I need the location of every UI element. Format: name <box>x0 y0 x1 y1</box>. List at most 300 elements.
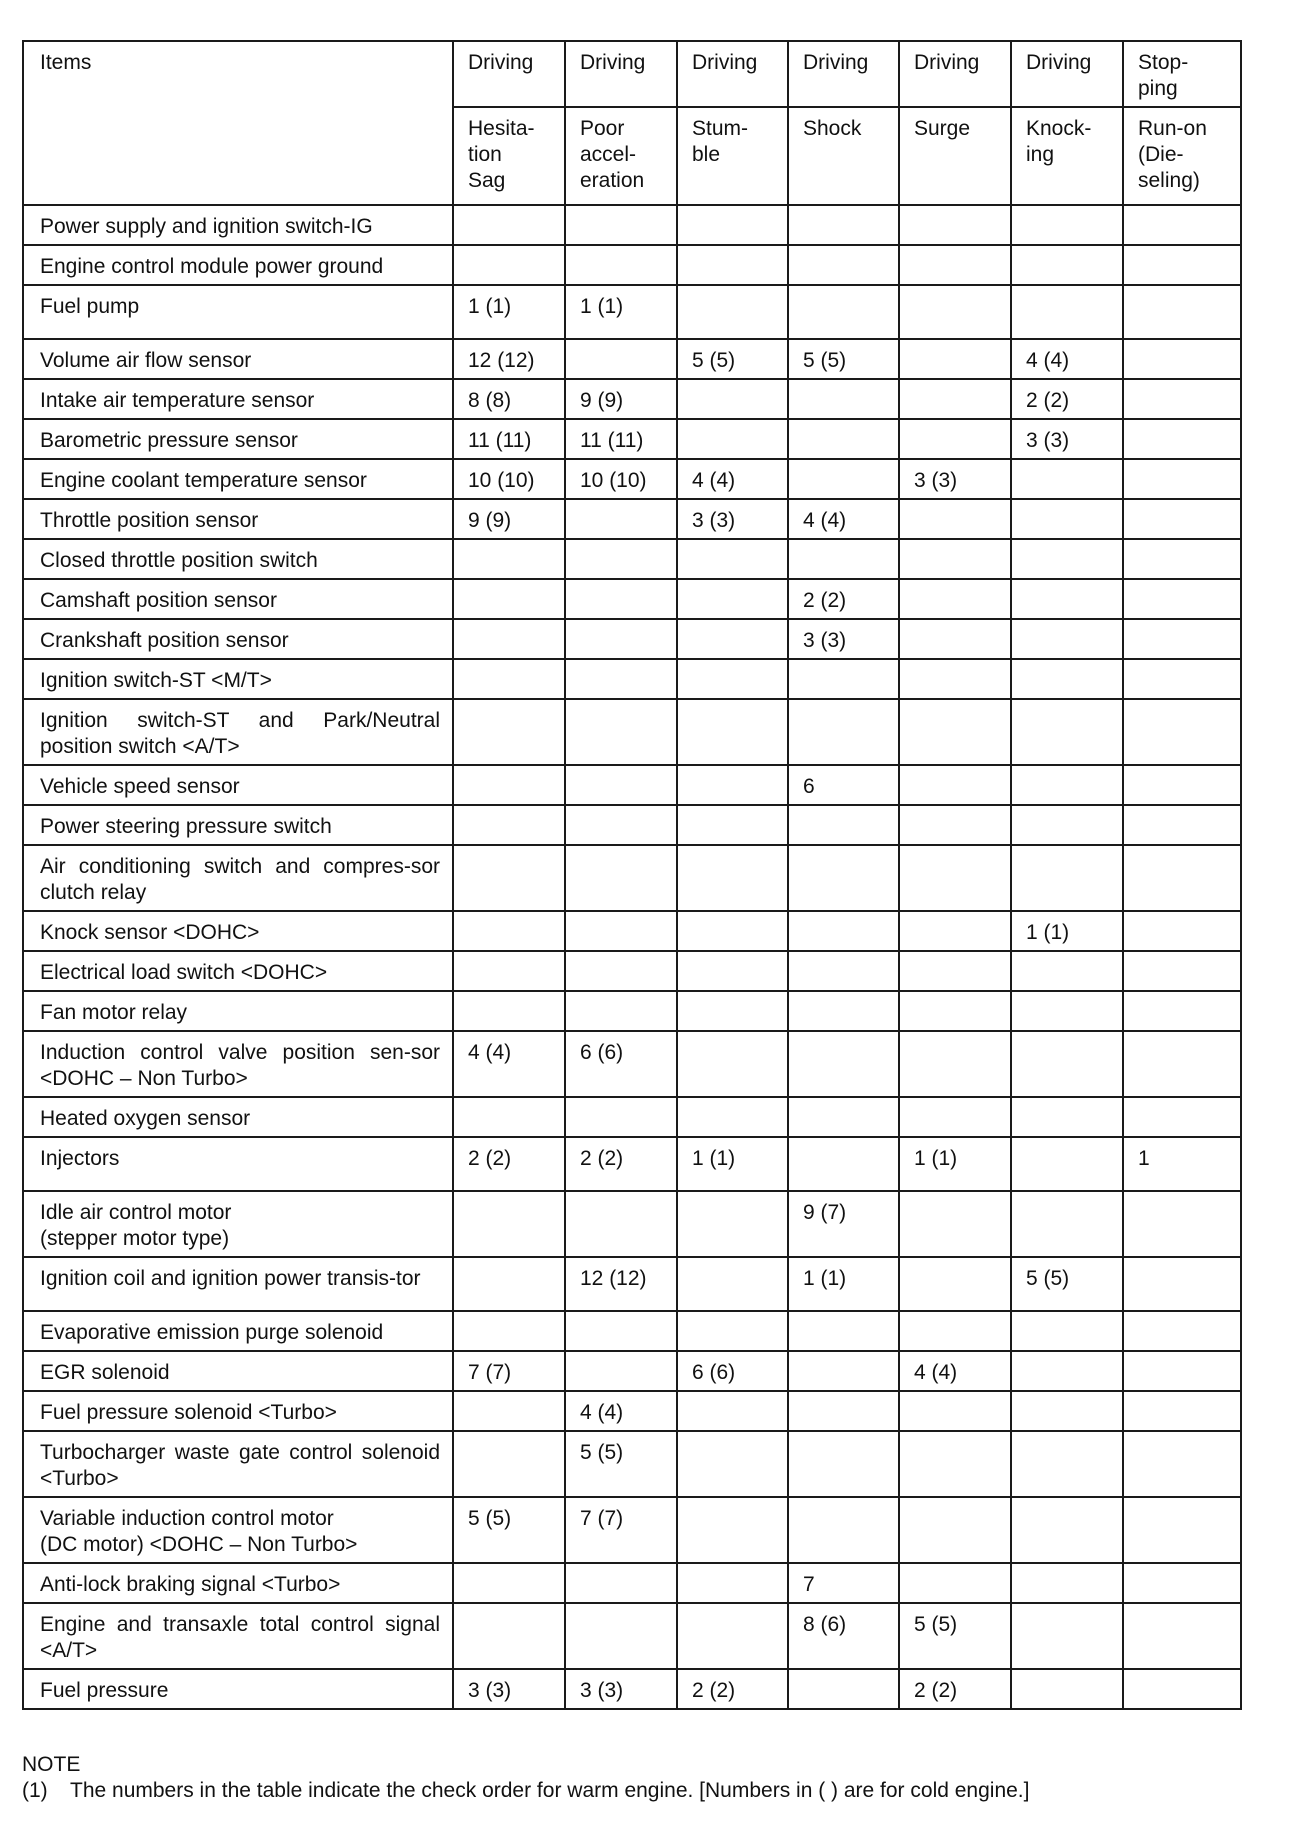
item-name-cell: Power steering pressure switch <box>23 805 453 845</box>
check-order-cell <box>565 991 677 1031</box>
check-order-cell <box>453 245 565 285</box>
item-name-cell: Volume air flow sensor <box>23 339 453 379</box>
check-order-cell <box>1011 1497 1123 1563</box>
check-order-cell <box>565 539 677 579</box>
check-order-cell <box>565 911 677 951</box>
check-order-cell <box>1123 1391 1241 1431</box>
check-order-cell <box>565 1603 677 1669</box>
check-order-cell <box>1123 991 1241 1031</box>
column-symptom-header: Shock <box>788 107 899 205</box>
check-order-cell <box>899 339 1011 379</box>
note-line <box>22 1778 1029 1804</box>
check-order-cell <box>899 205 1011 245</box>
check-order-cell <box>1011 699 1123 765</box>
check-order-cell <box>1011 765 1123 805</box>
item-name-cell: EGR solenoid <box>23 1351 453 1391</box>
check-order-cell: 1 (1) <box>899 1137 1011 1191</box>
check-order-cell: 5 (5) <box>899 1603 1011 1669</box>
check-order-cell <box>453 1603 565 1669</box>
table-row <box>23 1351 1241 1391</box>
check-order-cell <box>1011 1311 1123 1351</box>
table-row <box>23 1497 1241 1563</box>
check-order-cell <box>788 659 899 699</box>
check-order-cell: 12 (12) <box>453 339 565 379</box>
table-row <box>23 1391 1241 1431</box>
check-order-cell <box>677 1191 788 1257</box>
check-order-cell <box>565 805 677 845</box>
check-order-cell: 4 (4) <box>453 1031 565 1097</box>
check-order-cell <box>788 1391 899 1431</box>
check-order-cell <box>677 579 788 619</box>
check-order-cell <box>565 499 677 539</box>
note-title: NOTE <box>22 1753 81 1776</box>
check-order-cell <box>565 765 677 805</box>
item-name-cell: Throttle position sensor <box>23 499 453 539</box>
check-order-cell <box>453 1563 565 1603</box>
item-name-cell: Ignition switch-ST and Park/Neutral position switch <A/T> <box>23 699 453 765</box>
column-symptom-header: Knock- ing <box>1011 107 1123 205</box>
check-order-cell <box>677 805 788 845</box>
check-order-cell <box>677 419 788 459</box>
table-row <box>23 991 1241 1031</box>
check-order-cell <box>677 951 788 991</box>
item-name-cell: Engine control module power ground <box>23 245 453 285</box>
check-order-cell <box>1123 459 1241 499</box>
check-order-cell <box>788 805 899 845</box>
check-order-cell: 8 (8) <box>453 379 565 419</box>
check-order-cell <box>788 1431 899 1497</box>
table-row <box>23 1603 1241 1669</box>
check-order-cell <box>565 245 677 285</box>
check-order-cell <box>899 619 1011 659</box>
check-order-cell <box>1123 1669 1241 1709</box>
check-order-cell <box>677 539 788 579</box>
check-order-cell <box>565 1191 677 1257</box>
check-order-cell <box>677 699 788 765</box>
check-order-cell <box>1123 499 1241 539</box>
check-order-cell <box>1011 539 1123 579</box>
check-order-cell: 9 (9) <box>453 499 565 539</box>
check-order-cell: 3 (3) <box>1011 419 1123 459</box>
check-order-cell <box>899 1191 1011 1257</box>
check-order-cell <box>1011 1563 1123 1603</box>
column-category-header: Driving <box>453 41 565 107</box>
check-order-cell <box>565 1311 677 1351</box>
check-order-cell <box>453 1431 565 1497</box>
table-row <box>23 419 1241 459</box>
check-order-cell <box>453 205 565 245</box>
check-order-cell <box>453 911 565 951</box>
note-section <box>22 1752 1029 1804</box>
check-order-cell <box>1123 539 1241 579</box>
table-row <box>23 499 1241 539</box>
check-order-cell <box>677 1257 788 1311</box>
table-row <box>23 205 1241 245</box>
check-order-cell <box>1123 699 1241 765</box>
check-order-cell: 5 (5) <box>565 1431 677 1497</box>
check-order-cell: 4 (4) <box>565 1391 677 1431</box>
check-order-cell <box>1123 1191 1241 1257</box>
check-order-cell: 2 (2) <box>677 1669 788 1709</box>
check-order-cell <box>788 1351 899 1391</box>
check-order-cell <box>565 1097 677 1137</box>
check-order-cell <box>788 1137 899 1191</box>
check-order-cell <box>788 459 899 499</box>
column-category-header: Driving <box>788 41 899 107</box>
table-row <box>23 951 1241 991</box>
check-order-cell <box>899 1497 1011 1563</box>
check-order-cell <box>453 1311 565 1351</box>
column-category-header: Driving <box>1011 41 1123 107</box>
column-symptom-header: Surge <box>899 107 1011 205</box>
check-order-cell: 1 (1) <box>453 285 565 339</box>
check-order-cell <box>565 1563 677 1603</box>
check-order-cell <box>1123 619 1241 659</box>
column-category-header: Stop- ping <box>1123 41 1241 107</box>
column-symptom-header: Hesita- tion Sag <box>453 107 565 205</box>
check-order-cell: 3 (3) <box>565 1669 677 1709</box>
check-order-cell: 4 (4) <box>899 1351 1011 1391</box>
item-name-cell: Variable induction control motor (DC motor) <DOHC – Non Turbo> <box>23 1497 453 1563</box>
check-order-cell <box>453 805 565 845</box>
table-row <box>23 1031 1241 1097</box>
check-order-cell <box>1123 579 1241 619</box>
check-order-cell <box>788 911 899 951</box>
check-order-cell <box>899 419 1011 459</box>
check-order-cell <box>677 1097 788 1137</box>
column-category-header: Driving <box>677 41 788 107</box>
item-name-cell: Barometric pressure sensor <box>23 419 453 459</box>
check-order-cell <box>788 285 899 339</box>
check-order-cell <box>899 991 1011 1031</box>
note-number: (1) <box>22 1779 48 1802</box>
check-order-cell <box>899 765 1011 805</box>
check-order-cell <box>788 1497 899 1563</box>
check-order-cell <box>1011 459 1123 499</box>
table-row <box>23 539 1241 579</box>
table-row <box>23 579 1241 619</box>
check-order-cell: 5 (5) <box>453 1497 565 1563</box>
check-order-cell: 12 (12) <box>565 1257 677 1311</box>
check-order-cell <box>677 619 788 659</box>
check-order-cell <box>453 659 565 699</box>
item-name-cell: Air conditioning switch and compres-sor clutch relay <box>23 845 453 911</box>
item-name-cell: Turbocharger waste gate control solenoid <Turbo> <box>23 1431 453 1497</box>
check-order-cell <box>1123 1097 1241 1137</box>
check-order-cell <box>1011 285 1123 339</box>
check-order-cell <box>1123 1603 1241 1669</box>
check-order-cell <box>453 1191 565 1257</box>
check-order-cell <box>565 205 677 245</box>
check-order-cell <box>1011 1603 1123 1669</box>
check-order-cell <box>453 619 565 659</box>
check-order-cell <box>788 1669 899 1709</box>
check-order-cell <box>565 659 677 699</box>
check-order-cell <box>677 1431 788 1497</box>
table-row <box>23 1137 1241 1191</box>
check-order-cell <box>899 805 1011 845</box>
check-order-cell: 10 (10) <box>453 459 565 499</box>
column-symptom-header: Stum- ble <box>677 107 788 205</box>
check-order-cell <box>1011 845 1123 911</box>
check-order-cell <box>899 659 1011 699</box>
check-order-cell <box>1123 911 1241 951</box>
item-name-cell: Camshaft position sensor <box>23 579 453 619</box>
check-order-cell <box>1011 1391 1123 1431</box>
check-order-cell <box>677 1031 788 1097</box>
check-order-cell <box>565 619 677 659</box>
check-order-cell <box>677 845 788 911</box>
check-order-cell <box>899 1431 1011 1497</box>
check-order-cell <box>1123 951 1241 991</box>
check-order-cell <box>899 499 1011 539</box>
check-order-cell <box>899 845 1011 911</box>
check-order-cell <box>677 991 788 1031</box>
check-order-cell <box>677 245 788 285</box>
item-name-cell: Anti-lock braking signal <Turbo> <box>23 1563 453 1603</box>
check-order-cell <box>565 845 677 911</box>
check-order-cell <box>1123 1431 1241 1497</box>
check-order-cell <box>899 951 1011 991</box>
item-name-cell: Ignition coil and ignition power transis-tor <box>23 1257 453 1311</box>
check-order-cell <box>1011 1351 1123 1391</box>
check-order-cell <box>788 1031 899 1097</box>
check-order-cell <box>677 285 788 339</box>
check-order-cell: 4 (4) <box>788 499 899 539</box>
check-order-cell <box>1011 1669 1123 1709</box>
item-name-cell: Ignition switch-ST <M/T> <box>23 659 453 699</box>
check-order-cell <box>1011 951 1123 991</box>
check-order-cell <box>1123 1311 1241 1351</box>
check-order-cell <box>565 339 677 379</box>
check-order-cell: 9 (7) <box>788 1191 899 1257</box>
table-row <box>23 379 1241 419</box>
check-order-cell <box>788 951 899 991</box>
check-order-cell <box>788 1311 899 1351</box>
check-order-cell <box>1011 245 1123 285</box>
check-order-cell <box>788 845 899 911</box>
check-order-cell <box>899 1257 1011 1311</box>
check-order-cell <box>899 1311 1011 1351</box>
check-order-cell <box>565 1351 677 1391</box>
check-order-cell <box>788 991 899 1031</box>
check-order-cell <box>1123 845 1241 911</box>
check-order-cell <box>788 245 899 285</box>
check-order-cell: 3 (3) <box>788 619 899 659</box>
item-name-cell: Idle air control motor (stepper motor type) <box>23 1191 453 1257</box>
check-order-cell <box>899 539 1011 579</box>
item-name-cell: Heated oxygen sensor <box>23 1097 453 1137</box>
check-order-cell: 2 (2) <box>788 579 899 619</box>
check-order-cell <box>453 1257 565 1311</box>
check-order-cell <box>677 659 788 699</box>
column-symptom-header: Run-on (Die- seling) <box>1123 107 1241 205</box>
check-order-cell: 2 (2) <box>899 1669 1011 1709</box>
check-order-cell <box>1123 205 1241 245</box>
table-row <box>23 1191 1241 1257</box>
item-name-cell: Injectors <box>23 1137 453 1191</box>
check-order-cell <box>1123 245 1241 285</box>
check-order-cell <box>677 1391 788 1431</box>
check-order-cell: 10 (10) <box>565 459 677 499</box>
check-order-cell <box>899 1097 1011 1137</box>
header-row-category <box>23 41 1241 107</box>
check-order-cell <box>677 1603 788 1669</box>
check-order-cell <box>899 911 1011 951</box>
table-row <box>23 1311 1241 1351</box>
check-order-cell <box>1011 991 1123 1031</box>
check-order-cell <box>1123 659 1241 699</box>
check-order-cell <box>1011 1097 1123 1137</box>
item-name-cell: Electrical load switch <DOHC> <box>23 951 453 991</box>
check-order-cell <box>899 1563 1011 1603</box>
check-order-cell: 4 (4) <box>677 459 788 499</box>
check-order-cell <box>1011 205 1123 245</box>
item-name-cell: Fuel pump <box>23 285 453 339</box>
check-order-cell <box>1011 1191 1123 1257</box>
table-row <box>23 845 1241 911</box>
check-order-table <box>22 40 1242 1710</box>
check-order-cell <box>1123 1351 1241 1391</box>
check-order-cell <box>1011 659 1123 699</box>
check-order-cell <box>677 1497 788 1563</box>
check-order-cell <box>453 951 565 991</box>
check-order-cell: 1 (1) <box>1011 911 1123 951</box>
check-order-cell <box>1011 579 1123 619</box>
table-row <box>23 459 1241 499</box>
check-order-cell <box>565 579 677 619</box>
table-row <box>23 285 1241 339</box>
check-order-cell: 3 (3) <box>899 459 1011 499</box>
check-order-cell: 3 (3) <box>453 1669 565 1709</box>
check-order-cell <box>565 699 677 765</box>
check-order-cell <box>1123 339 1241 379</box>
column-category-header: Driving <box>899 41 1011 107</box>
table-row <box>23 699 1241 765</box>
check-order-cell <box>1123 765 1241 805</box>
item-name-cell: Power supply and ignition switch-IG <box>23 205 453 245</box>
check-order-cell <box>788 699 899 765</box>
check-order-cell <box>677 1311 788 1351</box>
table-body <box>23 41 1241 1709</box>
check-order-cell <box>453 1391 565 1431</box>
check-order-cell <box>899 379 1011 419</box>
check-order-cell: 11 (11) <box>453 419 565 459</box>
check-order-cell: 8 (6) <box>788 1603 899 1669</box>
column-category-header: Driving <box>565 41 677 107</box>
item-name-cell: Evaporative emission purge solenoid <box>23 1311 453 1351</box>
check-order-cell <box>899 245 1011 285</box>
check-order-cell <box>677 379 788 419</box>
check-order-cell <box>1011 1031 1123 1097</box>
table-row <box>23 1097 1241 1137</box>
check-order-cell <box>453 699 565 765</box>
check-order-cell: 1 (1) <box>788 1257 899 1311</box>
item-name-cell: Engine and transaxle total control signal <A/T> <box>23 1603 453 1669</box>
item-name-cell: Fan motor relay <box>23 991 453 1031</box>
table-row <box>23 1257 1241 1311</box>
check-order-cell <box>677 205 788 245</box>
check-order-cell: 2 (2) <box>1011 379 1123 419</box>
check-order-cell <box>788 205 899 245</box>
check-order-cell <box>453 765 565 805</box>
check-order-cell <box>899 579 1011 619</box>
check-order-cell: 4 (4) <box>1011 339 1123 379</box>
check-order-cell <box>1123 379 1241 419</box>
table-row <box>23 245 1241 285</box>
check-order-cell <box>453 539 565 579</box>
table-row <box>23 911 1241 951</box>
check-order-cell <box>1123 1031 1241 1097</box>
check-order-cell: 11 (11) <box>565 419 677 459</box>
check-order-cell: 2 (2) <box>565 1137 677 1191</box>
check-order-cell <box>677 1563 788 1603</box>
check-order-cell <box>1123 285 1241 339</box>
check-order-cell: 5 (5) <box>788 339 899 379</box>
check-order-cell <box>677 911 788 951</box>
check-order-cell <box>1123 805 1241 845</box>
table-row <box>23 1669 1241 1709</box>
table-row <box>23 805 1241 845</box>
check-order-cell <box>1011 1431 1123 1497</box>
check-order-cell: 7 (7) <box>453 1351 565 1391</box>
table-row <box>23 619 1241 659</box>
item-name-cell: Fuel pressure <box>23 1669 453 1709</box>
check-order-cell: 5 (5) <box>1011 1257 1123 1311</box>
check-order-cell <box>453 1097 565 1137</box>
check-order-cell <box>788 1097 899 1137</box>
check-order-cell: 7 <box>788 1563 899 1603</box>
check-order-cell: 1 (1) <box>677 1137 788 1191</box>
check-order-cell: 9 (9) <box>565 379 677 419</box>
check-order-cell <box>453 579 565 619</box>
item-name-cell: Closed throttle position switch <box>23 539 453 579</box>
table-row <box>23 339 1241 379</box>
item-name-cell: Fuel pressure solenoid <Turbo> <box>23 1391 453 1431</box>
check-order-cell <box>1123 419 1241 459</box>
check-order-cell <box>1011 1137 1123 1191</box>
check-order-cell <box>1011 619 1123 659</box>
check-order-cell: 1 <box>1123 1137 1241 1191</box>
item-name-cell: Knock sensor <DOHC> <box>23 911 453 951</box>
check-order-cell <box>1123 1497 1241 1563</box>
check-order-cell <box>453 991 565 1031</box>
table-row <box>23 1563 1241 1603</box>
item-name-cell: Vehicle speed sensor <box>23 765 453 805</box>
items-header: Items <box>23 41 453 205</box>
check-order-cell <box>1011 805 1123 845</box>
item-name-cell: Induction control valve position sen-sor <DOHC – Non Turbo> <box>23 1031 453 1097</box>
check-order-cell: 6 (6) <box>677 1351 788 1391</box>
check-order-cell <box>899 1031 1011 1097</box>
table-row <box>23 1431 1241 1497</box>
check-order-cell <box>1123 1563 1241 1603</box>
check-order-cell: 7 (7) <box>565 1497 677 1563</box>
check-order-cell <box>788 539 899 579</box>
check-order-cell <box>1011 499 1123 539</box>
note-text: The numbers in the table indicate the check order for warm engine. [Numbers in ( ) are for cold engine.] <box>70 1779 1030 1802</box>
table-row <box>23 659 1241 699</box>
check-order-cell <box>899 699 1011 765</box>
item-name-cell: Intake air temperature sensor <box>23 379 453 419</box>
check-order-cell <box>565 951 677 991</box>
check-order-cell <box>1123 1257 1241 1311</box>
check-order-cell <box>677 765 788 805</box>
check-order-cell: 5 (5) <box>677 339 788 379</box>
item-name-cell: Crankshaft position sensor <box>23 619 453 659</box>
table-row <box>23 765 1241 805</box>
check-order-cell <box>899 1391 1011 1431</box>
